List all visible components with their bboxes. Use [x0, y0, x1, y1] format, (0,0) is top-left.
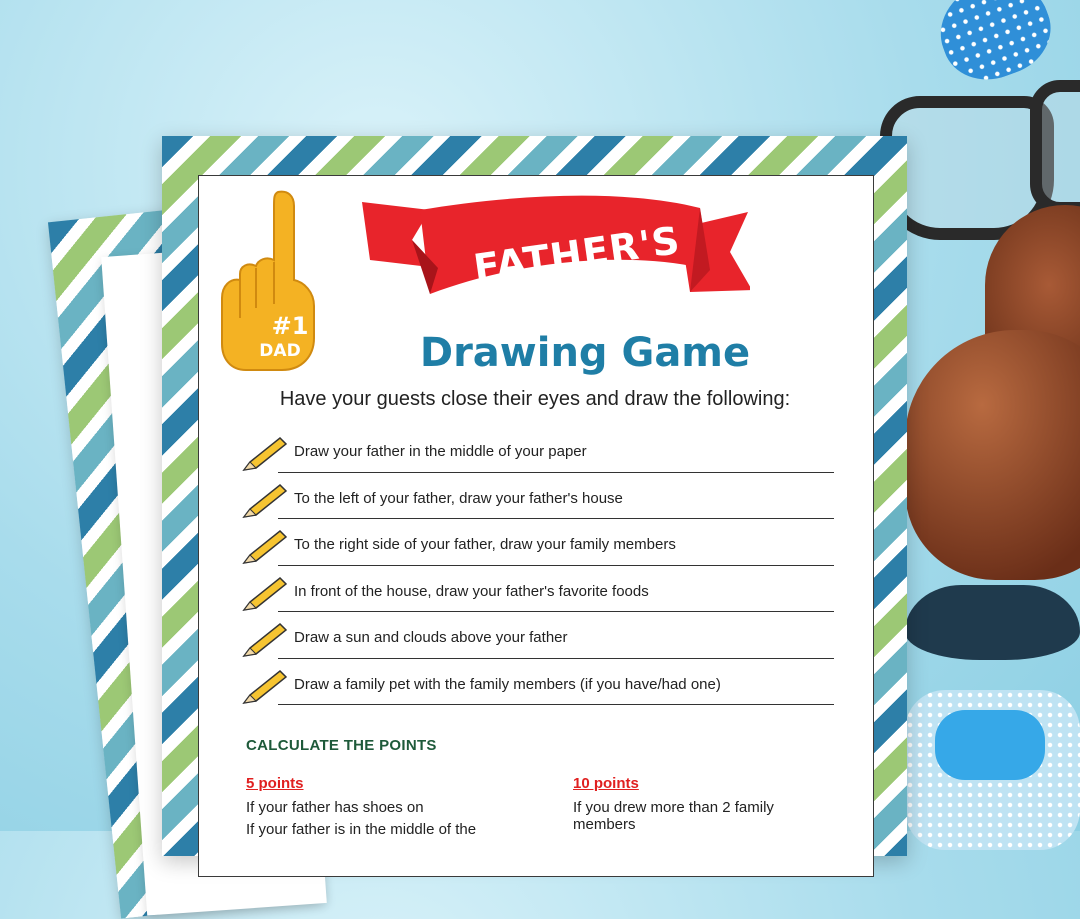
list-item: [240, 570, 840, 617]
drawing-prompt-list: [240, 430, 840, 709]
pencil-icon: [240, 620, 288, 658]
divider: [278, 704, 834, 705]
page-title: Drawing Game: [419, 330, 751, 376]
list-item-text: Draw a family pet with the family members (if you have/had one): [294, 675, 721, 693]
pencil-icon: [240, 574, 288, 612]
list-item: [240, 663, 840, 710]
points-rule: members: [573, 816, 636, 833]
divider: [278, 565, 834, 566]
list-item: [240, 477, 840, 524]
points-rule: If your father has shoes on: [246, 799, 424, 816]
bow-tie: [935, 710, 1045, 780]
divider: [278, 611, 834, 612]
list-item: [240, 430, 840, 477]
pencil-icon: [240, 667, 288, 705]
eyeglasses-lens: [1030, 80, 1080, 214]
points-rule: If your father is in the middle of the: [246, 821, 477, 838]
banner-title: FATHER'S DAY: [470, 217, 683, 326]
list-item-text: In front of the house, draw your father's favorite foods: [294, 582, 649, 600]
finger-number: #1: [271, 312, 309, 340]
list-item: [240, 523, 840, 570]
list-item-text: To the left of your father, draw your father's house: [294, 489, 623, 507]
divider: [278, 658, 834, 659]
pencil-icon: [240, 481, 288, 519]
points-rule: If you drew more than 2 family: [573, 799, 774, 816]
list-item: [240, 616, 840, 663]
divider: [278, 472, 834, 473]
mustache-prop: [905, 585, 1080, 660]
leather-shoe-large: [905, 330, 1080, 580]
divider: [278, 518, 834, 519]
polka-dot-heart: [927, 0, 1063, 93]
list-item-text: Draw a sun and clouds above your father: [294, 629, 568, 646]
pencil-icon: [240, 527, 288, 565]
points-label-10: 10 points: [573, 775, 639, 792]
points-label-5: 5 points: [246, 775, 304, 792]
pencil-icon: [240, 434, 288, 472]
instructions: Have your guests close their eyes and draw the following:: [279, 388, 791, 410]
list-item-text: Draw your father in the middle of your paper: [294, 443, 587, 460]
list-item-text: To the right side of your father, draw your family members: [294, 536, 676, 553]
points-heading: CALCULATE THE POINTS: [246, 737, 437, 754]
finger-label: DAD: [259, 341, 301, 361]
